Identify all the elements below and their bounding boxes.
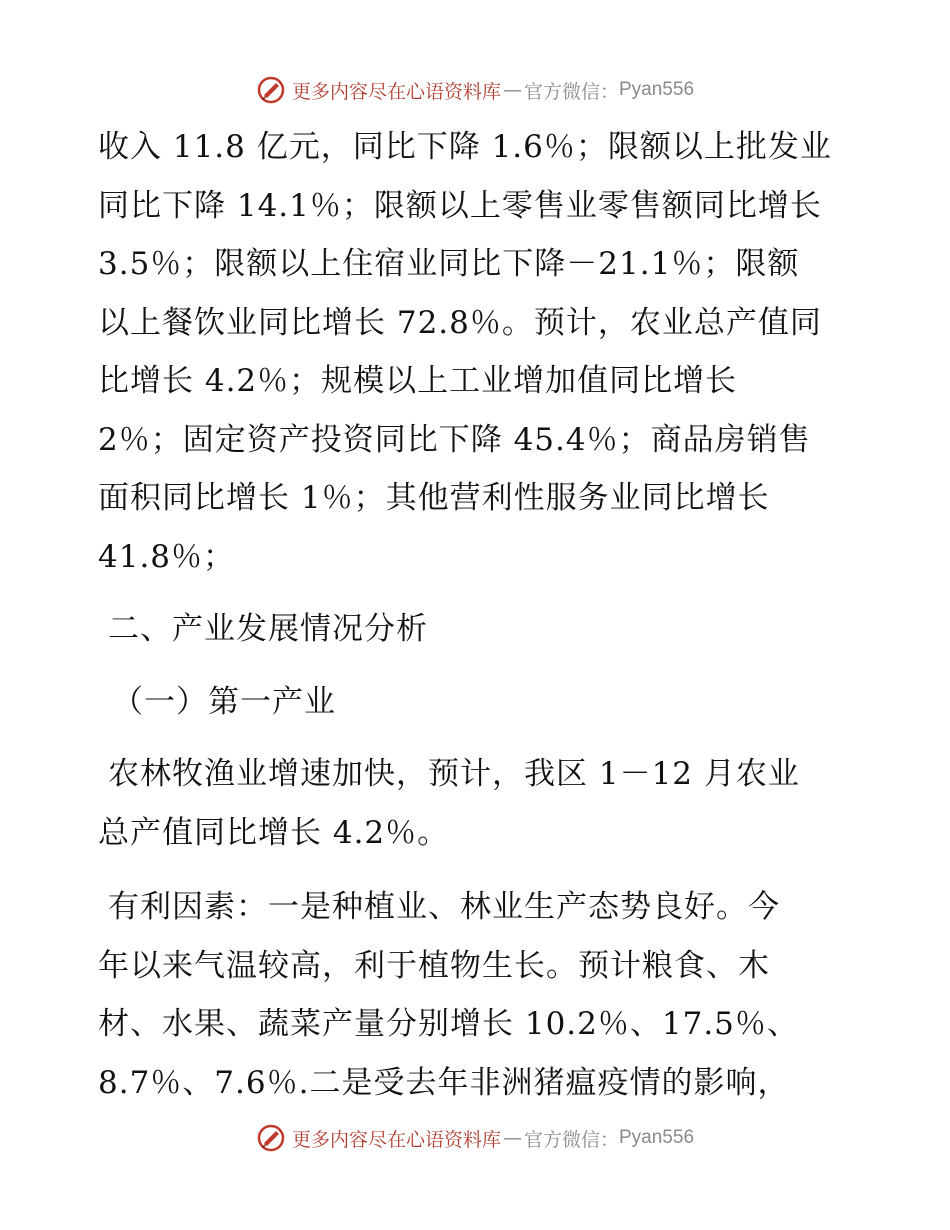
text-line: 以上餐饮业同比增长 72.8％。预计，农业总产值同 xyxy=(98,304,822,341)
watermark-dash: — xyxy=(502,1127,522,1149)
text-line: 3.5％；限额以上住宿业同比下降－21.1％；限额 xyxy=(98,246,800,282)
text-line: 材、水果、蔬菜产量分别增长 10.2％、17.5％、 xyxy=(98,1006,799,1042)
paragraph-statistics xyxy=(98,118,858,586)
text-line: 农林牧渔业增速加快，预计，我区 1－12 月农业 xyxy=(108,756,800,792)
watermark-footer xyxy=(0,1118,950,1158)
watermark-dash: — xyxy=(502,79,522,101)
text-line: 面积同比增长 1％；其他营利性服务业同比增长 xyxy=(98,480,770,516)
watermark-sub-text: 官方微信： xyxy=(523,1128,619,1151)
text-line: 年以来气温较高，利于植物生长。预计粮食、木 xyxy=(98,947,770,984)
watermark-main-text: 更多内容尽在心语资料库 xyxy=(291,80,501,103)
text-line: 8.7％、7.6％.二是受去年非洲猪瘟疫情的影响， xyxy=(98,1064,790,1101)
watermark-main-text: 更多内容尽在心语资料库 xyxy=(291,1128,501,1151)
brush-logo-icon xyxy=(256,75,286,105)
section-heading: 二、产业发展情况分析 xyxy=(108,611,428,647)
watermark-wechat-id: Pyan556 xyxy=(619,1127,695,1148)
brush-logo-icon xyxy=(256,1123,286,1153)
paragraph-favorable-factors xyxy=(98,878,858,1112)
paragraph-primary-industry xyxy=(98,745,858,862)
subsection-heading: （一）第一产业 xyxy=(112,683,336,720)
text-line: 有利因素：一是种植业、林业生产态势良好。今 xyxy=(108,889,780,925)
text-line: 比增长 4.2％；规模以上工业增加值同比增长 xyxy=(98,363,738,399)
document-body xyxy=(98,118,858,1112)
text-line: 2％；固定资产投资同比下降 45.4％；商品房销售 xyxy=(98,421,811,458)
watermark-sub-text: 官方微信： xyxy=(523,80,619,103)
watermark-wechat-id: Pyan556 xyxy=(619,79,695,100)
text-line: 同比下降 14.1％；限额以上零售业零售额同比增长 xyxy=(98,187,822,224)
text-line: 41.8％； xyxy=(98,538,236,575)
text-line: 收入 11.8 亿元，同比下降 1.6％；限额以上批发业 xyxy=(98,129,832,165)
watermark-header xyxy=(0,70,950,110)
text-line: 总产值同比增长 4.2％。 xyxy=(98,814,450,851)
